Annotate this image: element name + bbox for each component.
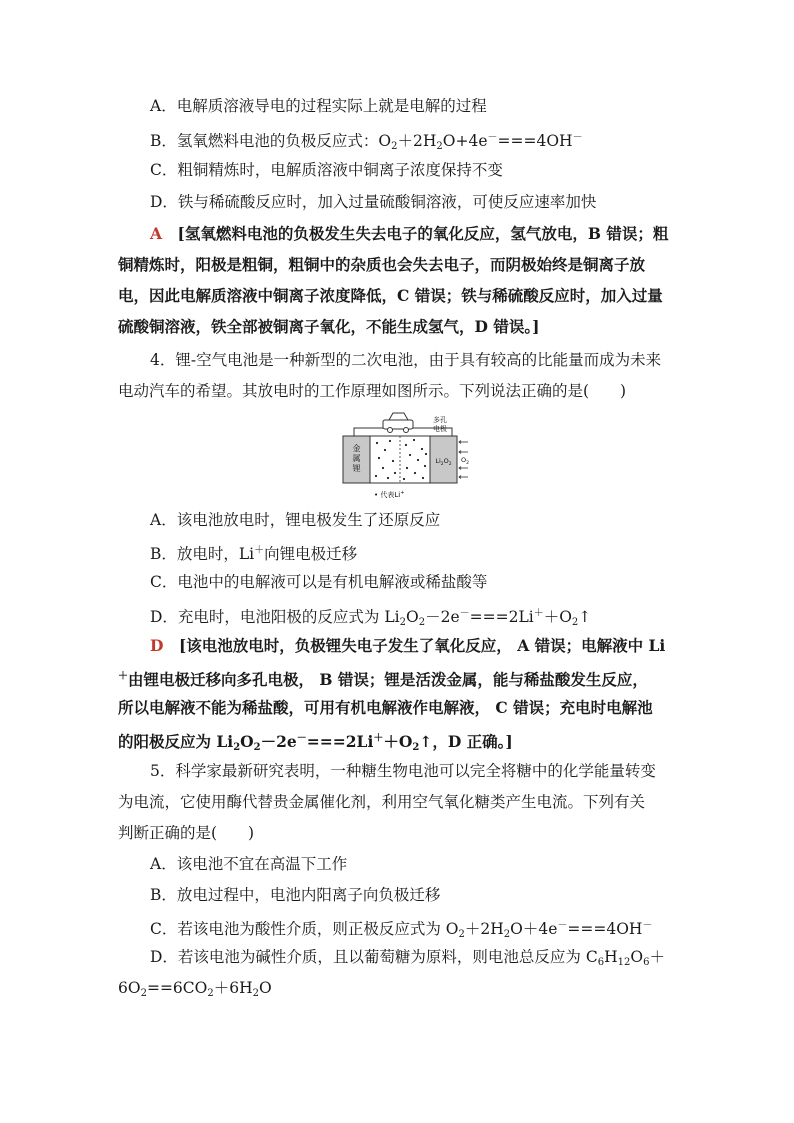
q5-option-d-cont: $6O_2==6CO_2+6H_2O$ xyxy=(118,979,272,999)
label-o2: $O_2$ xyxy=(461,456,469,466)
q4-option-c: C．电池中的电解液可以是有机电解液或稀盐酸等 xyxy=(150,573,488,591)
q4-stem-line2: 电动汽车的希望。其放电时的工作原理如图所示。下列说法正确的是( ) xyxy=(118,382,627,400)
q5-option-a: A．该电池不宜在高温下工作 xyxy=(150,855,348,873)
q3-explanation-line2: 铜精炼时，阳极是粗铜，粗铜中的杂质也会失去电子，而阴极始终是铜离子放 xyxy=(118,255,646,274)
q5-stem-line1: 5．科学家最新研究表明，一种糖生物电池可以完全将糖中的化学能量转变 xyxy=(150,762,656,780)
q5-stem-line2: 为电流，它使用酶代替贵金属催化剂，利用空气氧化糖类产生电流。下列有关 xyxy=(118,793,646,811)
electrolyte xyxy=(370,436,430,483)
q4-answer-letter: D xyxy=(150,636,164,655)
q3-explanation-line1: A [氢氧燃料电池的负极发生失去电子的氧化反应，氢气放电，B 错误；粗 xyxy=(150,224,669,243)
label-li2o2: $Li_2O_2$ xyxy=(435,457,452,467)
q5-option-b: B．放电过程中，电池内阳离子向负极迁移 xyxy=(150,886,441,904)
label-shu: 属 xyxy=(352,454,361,463)
q3-option-c: C．粗铜精炼时，电解质溶液中铜离子浓度保持不变 xyxy=(150,161,503,179)
q4-explanation-line1: D [该电池放电时，负极锂失电子发生了氧化反应， A 错误；电解液中 Li xyxy=(150,636,666,655)
q4-option-d: D．充电时，电池阳极的反应式为 $Li_2O_2-2e^-===2Li^++O_2↑$ xyxy=(150,608,592,628)
q4-explanation-line2: ＋由锂电极迁移向多孔电极， B 错误；锂是活泼金属，能与稀盐酸发生反应， xyxy=(118,670,648,689)
car-icon xyxy=(383,413,413,433)
label-jin: 金 xyxy=(352,444,361,453)
q4-option-b: B．放电时，Li＋向锂电极迁移 xyxy=(150,545,358,563)
label-legend: • 代表Li+ xyxy=(374,490,405,499)
q3-explanation-line4: 硫酸铜溶液，铁全部被铜离子氧化，不能生成氢气，D 错误。] xyxy=(118,317,540,336)
battery-diagram xyxy=(340,410,470,502)
q4-explanation-line4: 的阳极反应为 $Li_2O_2-2e^-===2Li^++O_2↑$，D 正确。] xyxy=(118,732,513,753)
q5-option-d: D．若该电池为碱性介质，且以葡萄糖为原料，则电池总反应为 $C_6H_{12}O_6+$ xyxy=(150,948,665,968)
q4-stem-line1: 4．锂-空气电池是一种新型的二次电池，由于具有较高的比能量而成为未来 xyxy=(150,351,662,369)
label-li: 锂 xyxy=(352,464,361,473)
q4-option-a: A．该电池放电时，锂电极发生了还原反应 xyxy=(150,511,441,529)
label-porous-2: 电极 xyxy=(433,425,447,433)
q3-explanation-line3: 电，因此电解质溶液中铜离子浓度降低，C 错误；铁与稀硫酸反应时，加入过量 xyxy=(118,286,663,305)
q5-option-c: C．若该电池为酸性介质，则正极反应式为 $O_2+2H_2O+4e^-===4OH^-$ xyxy=(150,920,653,940)
q3-option-a: A．电解质溶液导电的过程实际上就是电解的过程 xyxy=(150,97,487,115)
label-porous-1: 多孔 xyxy=(433,416,447,424)
q3-answer-letter: A xyxy=(150,224,163,243)
q3-option-b: B．氢氧燃料电池的负极反应式：$O_2+2H_2O+4e^-===4OH^-$ xyxy=(150,132,583,152)
q5-stem-line3: 判断正确的是( ) xyxy=(118,824,255,842)
q3-option-d: D．铁与稀硫酸反应时，加入过量硫酸铜溶液，可使反应速率加快 xyxy=(150,193,597,211)
q4-explanation-line3: 所以电解液不能为稀盐酸，可用有机电解液作电解液， C 错误；充电时电解池 xyxy=(118,698,653,717)
